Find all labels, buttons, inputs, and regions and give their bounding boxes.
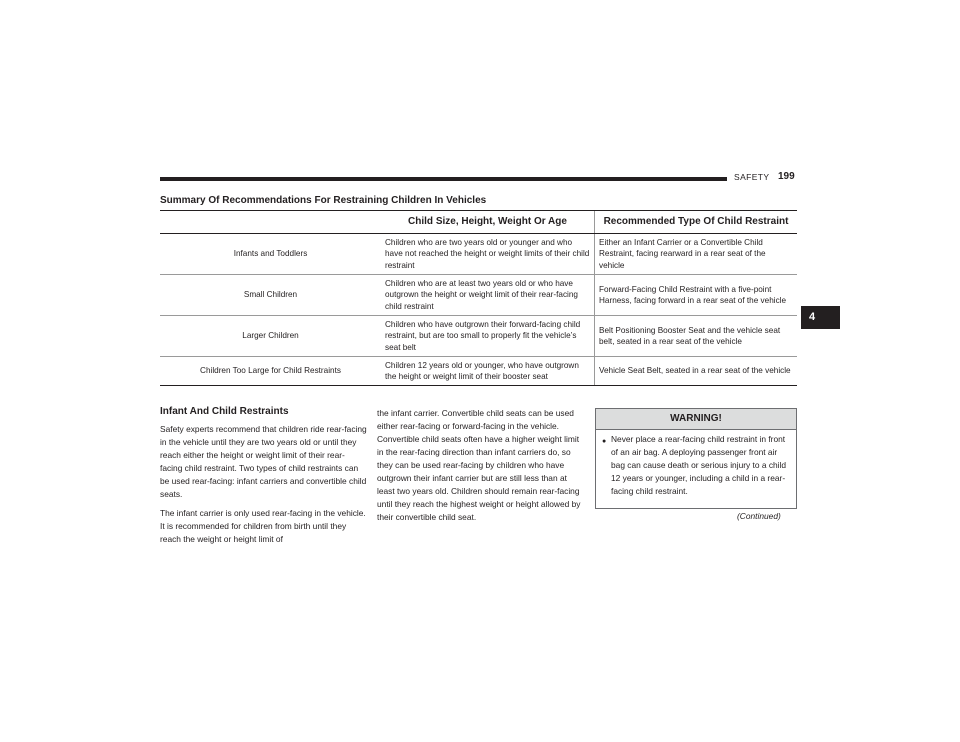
table-header-category bbox=[160, 211, 381, 234]
body-column-middle bbox=[377, 407, 582, 530]
recommendations-table bbox=[160, 210, 797, 386]
bullet-icon: ● bbox=[602, 438, 607, 445]
body-paragraph: The infant carrier is only used rear-facing in the vehicle. It is recommended for children from birth until they reach the weight or height limit of bbox=[160, 508, 366, 544]
row-recommendation: Either an Infant Carrier or a Convertible Child Restraint, facing rearward in a rear seat of the vehicle bbox=[595, 234, 798, 275]
row-recommendation: Vehicle Seat Belt, seated in a rear seat of the vehicle bbox=[595, 356, 798, 386]
warning-text: Never place a rear-facing child restraint in front of an air bag. A deploying passenger front air bag can cause death or serious injury to a child 12 years or younger, including a child in a rear-facing child restraint. bbox=[611, 434, 787, 496]
chapter-tab: 4 bbox=[801, 306, 840, 329]
table-header-recommended-restraint: Recommended Type Of Child Restraint bbox=[595, 211, 798, 234]
table-row bbox=[160, 315, 797, 356]
table-row bbox=[160, 274, 797, 315]
table-header-row bbox=[160, 211, 797, 234]
warning-title: WARNING! bbox=[596, 409, 796, 430]
body-paragraph: Safety experts recommend that children ride rear-facing in the vehicle until they are two years old or until they reach either the height or weight limit of their rear-facing child restraint. Two types of child restraints can be used rear-facing: infant carriers and convertible child seats. bbox=[160, 424, 367, 499]
row-recommendation: Forward-Facing Child Restraint with a five-point Harness, facing forward in a rear seat of the vehicle bbox=[595, 274, 798, 315]
page-number: 199 bbox=[778, 171, 795, 182]
running-header-section: SAFETY bbox=[734, 172, 770, 182]
row-category: Children Too Large for Child Restraints bbox=[160, 356, 381, 386]
row-category: Larger Children bbox=[160, 315, 381, 356]
row-category: Small Children bbox=[160, 274, 381, 315]
row-recommendation: Belt Positioning Booster Seat and the vehicle seat belt, seated in a rear seat of the vehicle bbox=[595, 315, 798, 356]
continued-label: (Continued) bbox=[737, 511, 781, 521]
header-rule bbox=[160, 177, 727, 181]
row-description: Children who are two years old or younger and who have not reached the height or weight limits of their child restraint bbox=[381, 234, 595, 275]
body-paragraph: the infant carrier. Convertible child seats can be used either rear-facing or forward-facing in the vehicle. Convertible child seats often have a higher weight limit in the rear-facing direction than infant carriers do, so they can be used rear-facing by children who have outgrown their infant carrier but are still less than at least two years old. Children should remain rear-facing until they reach the highest weight or height allowed by their convertible child seat. bbox=[377, 408, 581, 522]
row-description: Children who have outgrown their forward-facing child restraint, but are too small to properly fit the vehicle’s seat belt bbox=[381, 315, 595, 356]
row-category: Infants and Toddlers bbox=[160, 234, 381, 275]
table-header-child-size: Child Size, Height, Weight Or Age bbox=[381, 211, 595, 234]
section-heading: Infant And Child Restraints bbox=[160, 406, 289, 417]
row-description: Children who are at least two years old or who have outgrown the height or weight limit of their rear-facing child restraint bbox=[381, 274, 595, 315]
table-title: Summary Of Recommendations For Restraining Children In Vehicles bbox=[160, 195, 487, 206]
warning-box bbox=[595, 408, 797, 509]
body-column-left bbox=[160, 423, 367, 552]
table-row bbox=[160, 234, 797, 275]
row-description: Children 12 years old or younger, who have outgrown the height or weight limit of their booster seat bbox=[381, 356, 595, 386]
warning-item bbox=[596, 430, 796, 498]
table-row bbox=[160, 356, 797, 386]
